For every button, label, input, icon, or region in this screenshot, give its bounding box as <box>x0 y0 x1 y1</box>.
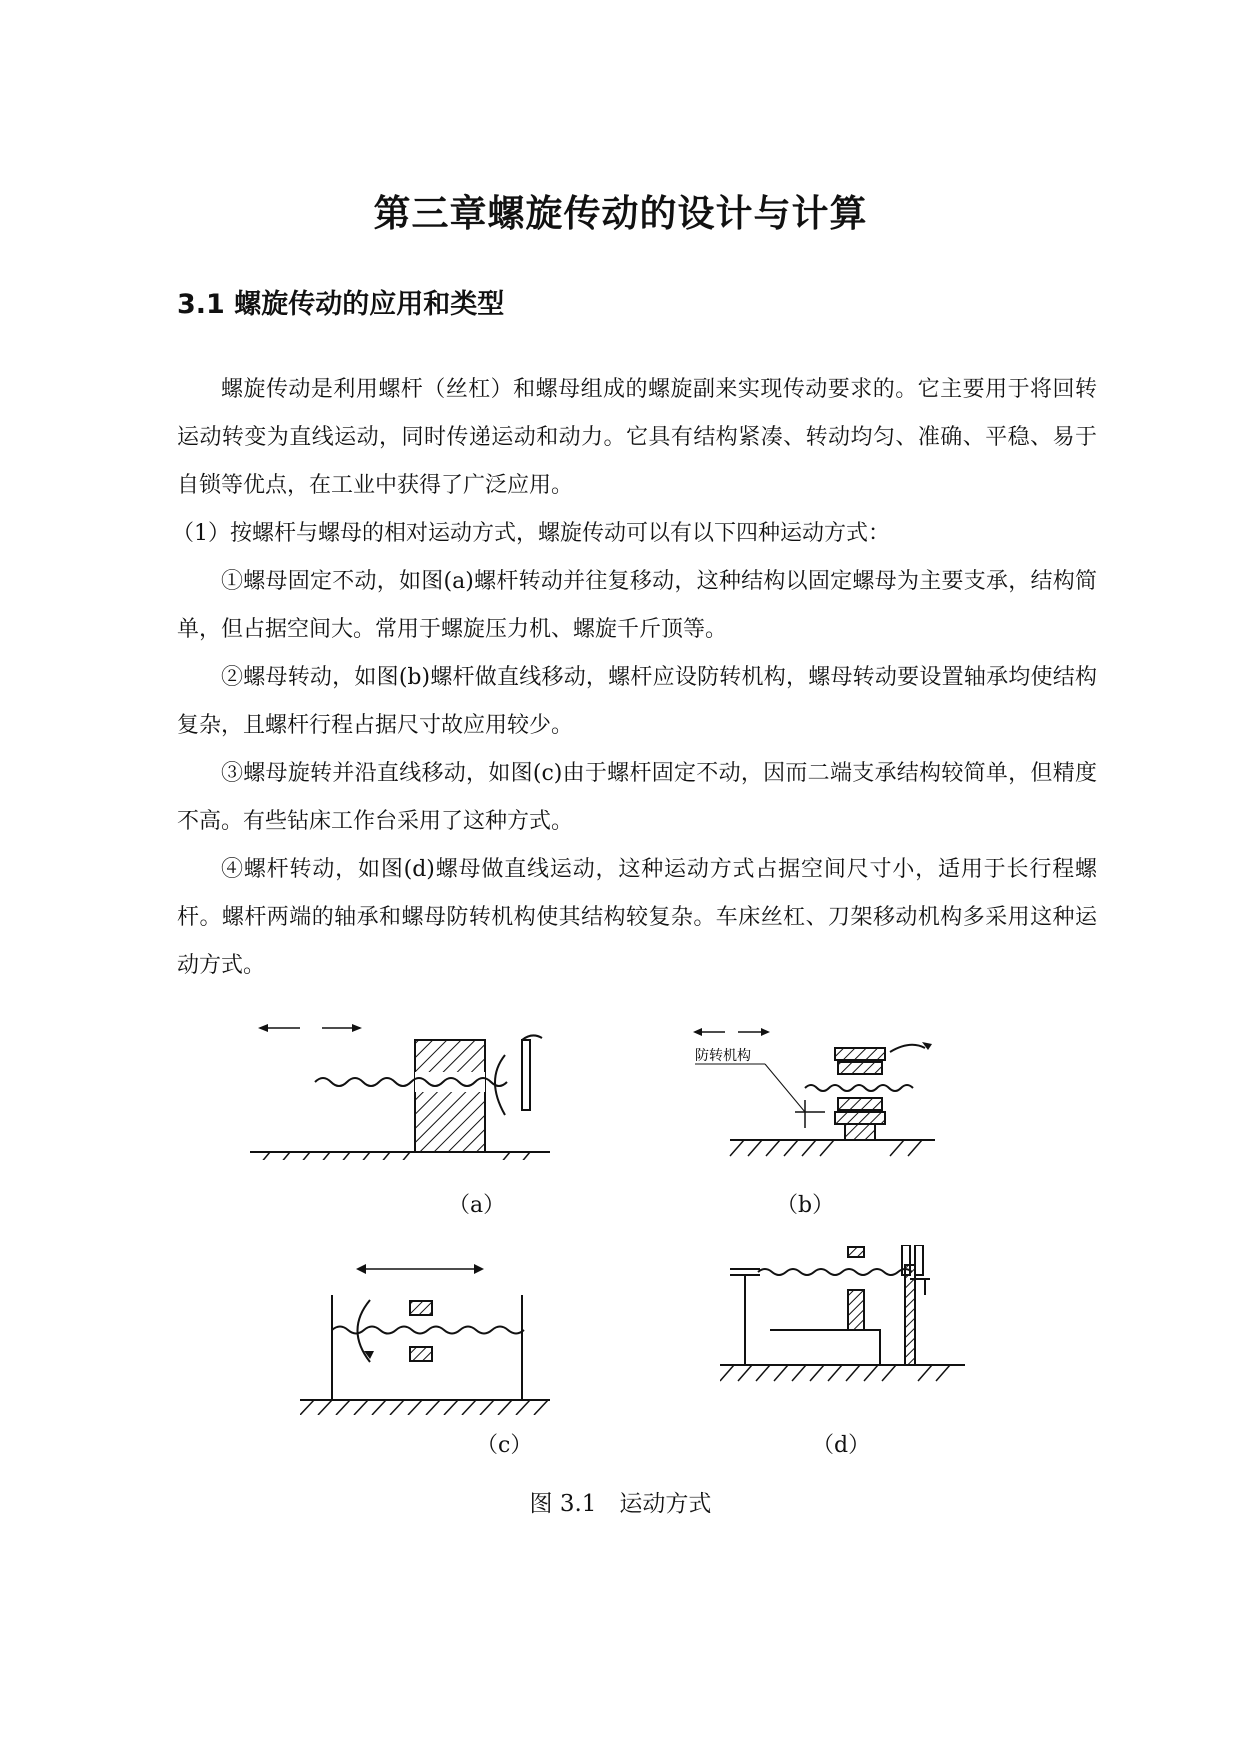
paragraph-mode-3: ③螺母旋转并沿直线移动，如图(c)由于螺杆固定不动，因而二端支承结构较简单，但精度不高。有些钻床工作台采用了这种方式。 <box>177 761 1097 834</box>
figure-d-label: （d） <box>812 1433 871 1458</box>
figure-a-diagram <box>250 1010 550 1160</box>
figure-b-annotation: 防转机构 <box>695 1048 751 1064</box>
figure-b-diagram <box>690 1020 950 1160</box>
chapter-title: 第三章螺旋传动的设计与计算 <box>373 192 868 235</box>
paragraph-list-heading: （1）按螺杆与螺母的相对运动方式，螺旋传动可以有以下四种运动方式： <box>172 521 890 546</box>
figure-a-label: （a） <box>448 1193 506 1218</box>
figure-d-diagram <box>720 1245 970 1405</box>
figure-c-label: （c） <box>476 1433 533 1458</box>
figure-c-diagram <box>300 1255 560 1415</box>
paragraph-mode-4: ④螺杆转动，如图(d)螺母做直线运动，这种运动方式占据空间尺寸小，适用于长行程螺杆。螺杆两端的轴承和螺母防转机构使其结构较复杂。车床丝杠、刀架移动机构多采用这种运动方式。 <box>177 857 1097 978</box>
paragraph-mode-2: ②螺母转动，如图(b)螺杆做直线移动，螺杆应设防转机构，螺母转动要设置轴承均使结构复杂，且螺杆行程占据尺寸故应用较少。 <box>177 665 1097 738</box>
figure-b-label: （b） <box>776 1193 835 1218</box>
paragraph-intro: 螺旋传动是利用螺杆（丝杠）和螺母组成的螺旋副来实现传动要求的。它主要用于将回转运动转变为直线运动，同时传递运动和动力。它具有结构紧凑、转动均匀、准确、平稳、易于自锁等优点，在工业中获得了广泛应用。 <box>177 377 1097 498</box>
figure-caption: 图 3.1 运动方式 <box>529 1491 712 1517</box>
paragraph-mode-1: ①螺母固定不动，如图(a)螺杆转动并往复移动，这种结构以固定螺母为主要支承，结构简单，但占据空间大。常用于螺旋压力机、螺旋千斤顶等。 <box>177 569 1097 642</box>
section-title: 3.1 螺旋传动的应用和类型 <box>177 289 505 320</box>
